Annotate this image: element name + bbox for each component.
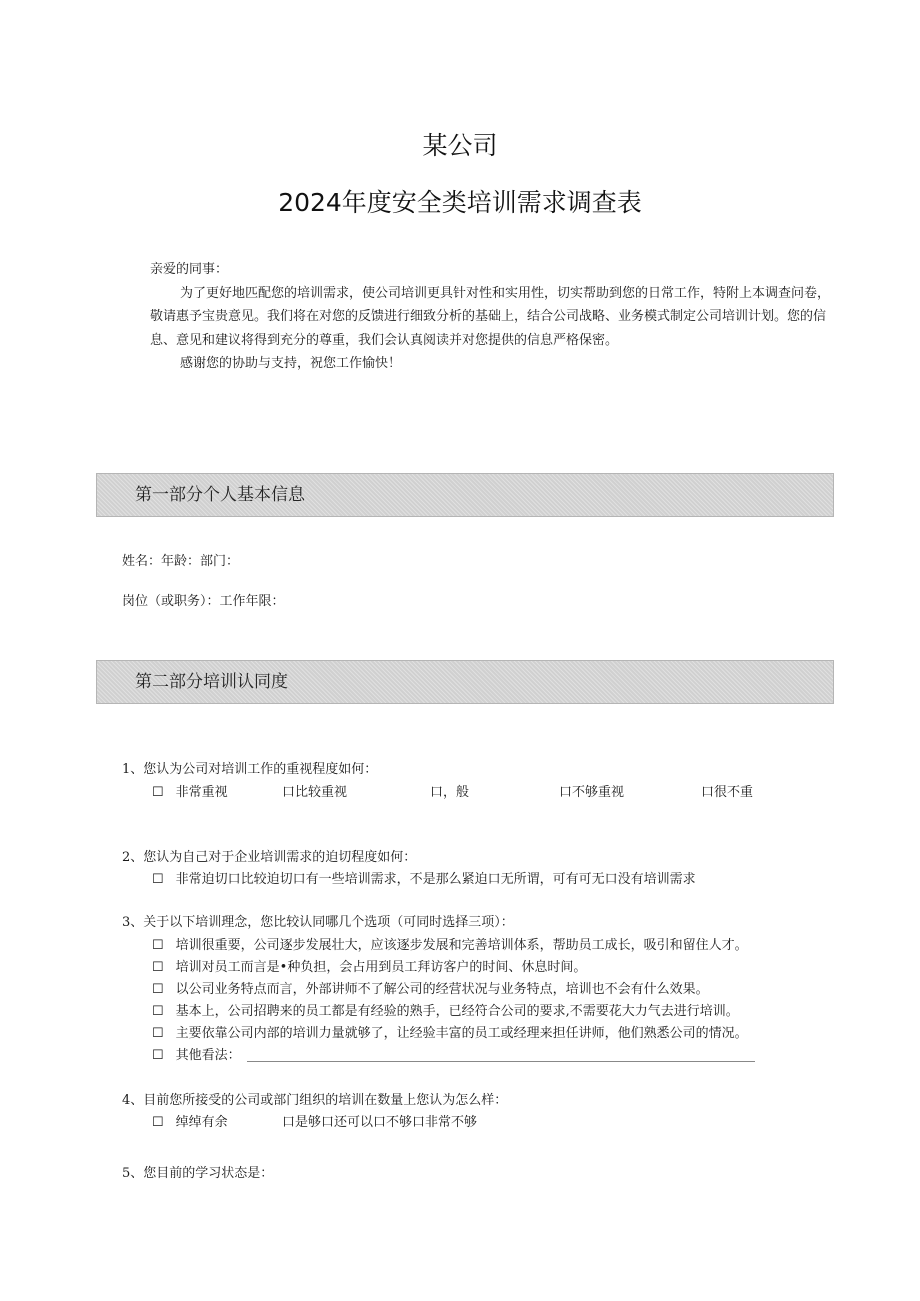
checkbox[interactable]: ☐ — [152, 982, 164, 997]
question-3: 3、关于以下培训理念，您比较认同哪几个选项（可同时选择三项）： — [122, 915, 514, 930]
q4-option-rest[interactable]: 口是够口还可以口不够口非常不够 — [282, 1115, 478, 1130]
checkbox[interactable]: ☐ — [152, 938, 164, 953]
q3-option-3[interactable]: ☐ 以公司业务特点而言，外部讲师不了解公司的经营状况与业务特点，培训也不会有什么效果。 — [152, 982, 709, 997]
q3-option-4[interactable]: ☐ 基本上，公司招聘来的员工都是有经验的熟手，已经符合公司的要求,不需要花大力气去进行培训。 — [152, 1004, 739, 1019]
question-2: 2、您认为自己对于企业培训需求的迫切程度如何： — [122, 850, 417, 865]
q1-option-4[interactable]: 口不够重视 — [559, 785, 625, 800]
basic-info-line-1: 姓名：年龄：部门： — [122, 554, 240, 569]
q3-option-other[interactable]: ☐ 其他看法： — [152, 1044, 755, 1063]
q1-option-5[interactable]: 口很不重 — [701, 785, 754, 800]
q4-option-1[interactable]: ☐ 绰绰有余 — [152, 1115, 228, 1130]
section-header-training-recognition: 第二部分培训认同度 — [96, 660, 834, 704]
q1-option-2[interactable]: 口比较重视 — [282, 785, 348, 800]
checkbox[interactable]: ☐ — [152, 872, 164, 887]
basic-info-line-2: 岗位（或职务）：工作年限： — [122, 594, 285, 609]
company-name: 某公司 — [422, 131, 498, 160]
thanks-paragraph: 感谢您的协助与支持，祝您工作愉快！ — [180, 356, 402, 371]
checkbox[interactable]: ☐ — [152, 960, 164, 975]
checkbox[interactable]: ☐ — [152, 1048, 164, 1063]
checkbox[interactable]: ☐ — [152, 785, 164, 800]
other-opinion-input[interactable] — [247, 1061, 755, 1062]
q2-options[interactable]: ☐ 非常迫切口比较迫切口有一些培训需求，不是那么紧迫口无所谓，可有可无口没有培训需求 — [152, 872, 696, 887]
question-5: 5、您目前的学习状态是： — [122, 1166, 274, 1181]
q1-option-3[interactable]: 口，般 — [430, 785, 470, 800]
document-title: 2024年度安全类培训需求调查表 — [278, 188, 642, 217]
intro-paragraph: 为了更好地匹配您的培训需求，使公司培训更具针对性和实用性，切实帮助到您的日常工作，特附上本调查问卷，敬请惠予宝贵意见。我们将在对您的反馈进行细致分析的基础上，结合公司战略、业务模式制定公司培训计划。您的信息、意见和建议将得到充分的尊重，我们会认真阅读并对您提供的信息严格保密。 — [150, 285, 831, 348]
greeting: 亲爱的同事： — [150, 262, 229, 277]
q1-option-1[interactable]: ☐ 非常重视 — [152, 785, 228, 800]
q3-option-2[interactable]: ☐ 培训对员工而言是•种负担，会占用到员工拜访客户的时间、休息时间。 — [152, 960, 587, 975]
question-4: 4、目前您所接受的公司或部门组织的培训在数量上您认为怎么样： — [122, 1093, 508, 1108]
checkbox[interactable]: ☐ — [152, 1115, 164, 1130]
checkbox[interactable]: ☐ — [152, 1026, 164, 1041]
q3-option-1[interactable]: ☐ 培训很重要，公司逐步发展壮大，应该逐步发展和完善培训体系，帮助员工成长，吸引和留住人才。 — [152, 938, 748, 953]
q3-option-5[interactable]: ☐ 主要依靠公司内部的培训力量就够了，让经验丰富的员工或经理来担任讲师，他们熟悉公司的情况。 — [152, 1026, 748, 1041]
intro-letter — [150, 258, 830, 376]
question-1: 1、您认为公司对培训工作的重视程度如何： — [122, 762, 378, 777]
checkbox[interactable]: ☐ — [152, 1004, 164, 1019]
section-header-basic-info: 第一部分个人基本信息 — [96, 473, 834, 517]
